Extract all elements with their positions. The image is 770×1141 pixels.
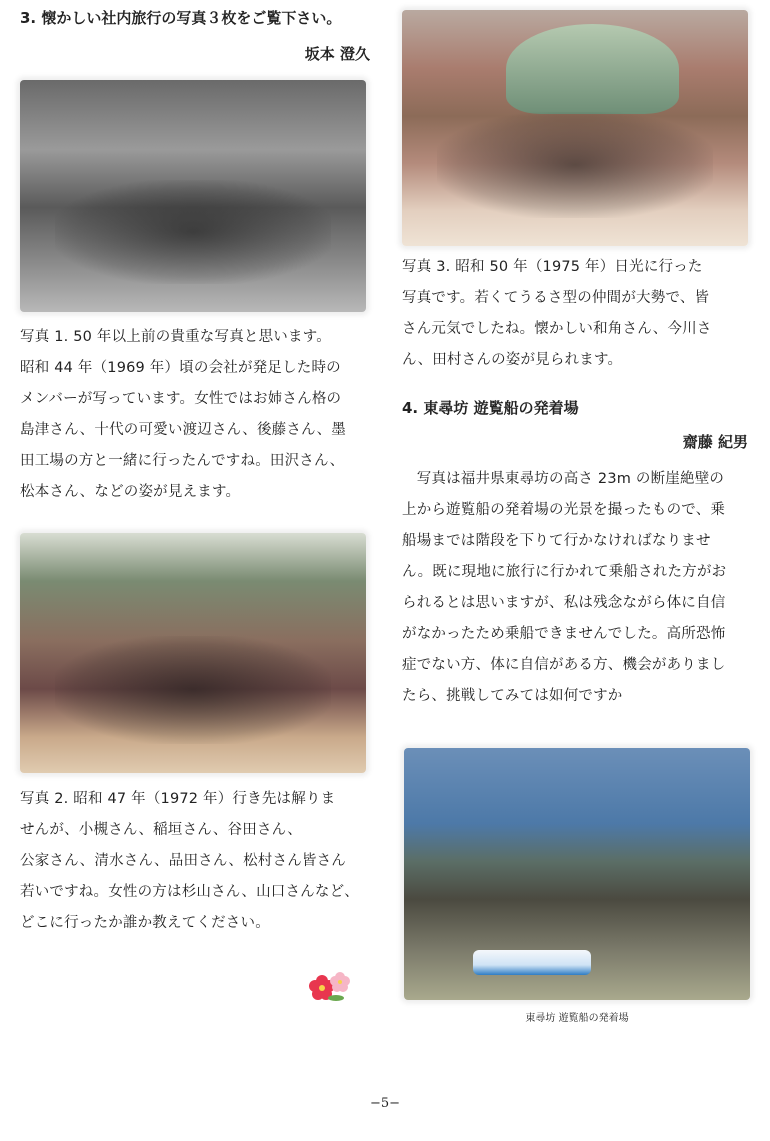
photo-2-description bbox=[20, 784, 375, 939]
text-line: られるとは思いますが、私は残念ながら体に自信 bbox=[402, 595, 726, 611]
text-line: どこに行ったか誰か教えてください。 bbox=[20, 915, 270, 931]
photo-2-group-color bbox=[20, 533, 366, 773]
text-line: 写真 3. 昭和 50 年（1975 年）日光に行った bbox=[402, 259, 703, 275]
photo-tojinbo-boat bbox=[473, 950, 591, 975]
photo-tojinbo-cliffs bbox=[404, 748, 750, 1000]
text-line: ん。既に現地に旅行に行かれて乗船された方がお bbox=[402, 564, 727, 580]
section3-heading: 3. 懐かしい社内旅行の写真３枚をご覧下さい。 bbox=[20, 9, 342, 27]
photo-3-group-nikko bbox=[402, 10, 748, 246]
text-line: 昭和 44 年（1969 年）頃の会社が発足した時の bbox=[20, 360, 341, 376]
photo-3-sign bbox=[506, 24, 679, 114]
text-line: 田工場の方と一緒に行ったんですね。田沢さん、 bbox=[20, 453, 345, 469]
text-line: 島津さん、十代の可愛い渡辺さん、後藤さん、墨 bbox=[20, 422, 347, 438]
text-line: 症でない方、体に自信がある方、機会がありまし bbox=[402, 657, 726, 673]
photo-3-description bbox=[402, 252, 757, 376]
page-number: −5− bbox=[369, 1096, 401, 1111]
photo-1-people bbox=[55, 180, 332, 284]
text-line: たら、挑戦してみては如何ですか bbox=[402, 688, 623, 704]
section4-body bbox=[402, 464, 757, 712]
text-line: 写真は福井県東尋坊の高さ 23m の断崖絶壁の bbox=[402, 471, 725, 487]
photo-3-people bbox=[437, 112, 714, 218]
section4-author: 齋藤 紀男 bbox=[682, 433, 748, 451]
section4-heading: 4. 東尋坊 遊覧船の発着場 bbox=[402, 399, 579, 417]
text-line: 若いですね。女性の方は杉山さん、山口さんなど、 bbox=[20, 884, 359, 900]
text-line: 松本さん、などの姿が見えます。 bbox=[20, 484, 241, 500]
text-line: 写真 2. 昭和 47 年（1972 年）行き先は解りま bbox=[20, 791, 336, 807]
text-line: 船場までは階段を下りて行かなければなりませ bbox=[402, 533, 711, 549]
text-line: さん元気でしたね。懐かしい和角さん、今川さ bbox=[402, 321, 712, 337]
text-line: がなかったため乗船できませんでした。高所恐怖 bbox=[402, 626, 726, 642]
text-line: 公家さん、清水さん、品田さん、松村さん皆さん bbox=[20, 853, 347, 869]
tojinbo-photo-caption: 東尋坊 遊覧船の発着場 bbox=[525, 1013, 629, 1024]
photo-2-people bbox=[55, 636, 332, 744]
text-line: 写真 1. 50 年以上前の貴重な写真と思います。 bbox=[20, 329, 331, 345]
photo-1-group-bw bbox=[20, 80, 366, 312]
text-line: せんが、小槻さん、稲垣さん、谷田さん、 bbox=[20, 822, 302, 838]
text-line: 上から遊覧船の発着場の光景を撮ったもので、乗 bbox=[402, 502, 726, 518]
text-line: 写真です。若くてうるさ型の仲間が大勢で、皆 bbox=[402, 290, 710, 306]
flower-icon bbox=[306, 968, 354, 1004]
photo-1-description bbox=[20, 322, 375, 508]
text-line: メンバーが写っています。女性ではお姉さん格の bbox=[20, 391, 342, 407]
text-line: ん、田村さんの姿が見られます。 bbox=[402, 352, 623, 368]
section3-author: 坂本 澄久 bbox=[304, 45, 370, 63]
